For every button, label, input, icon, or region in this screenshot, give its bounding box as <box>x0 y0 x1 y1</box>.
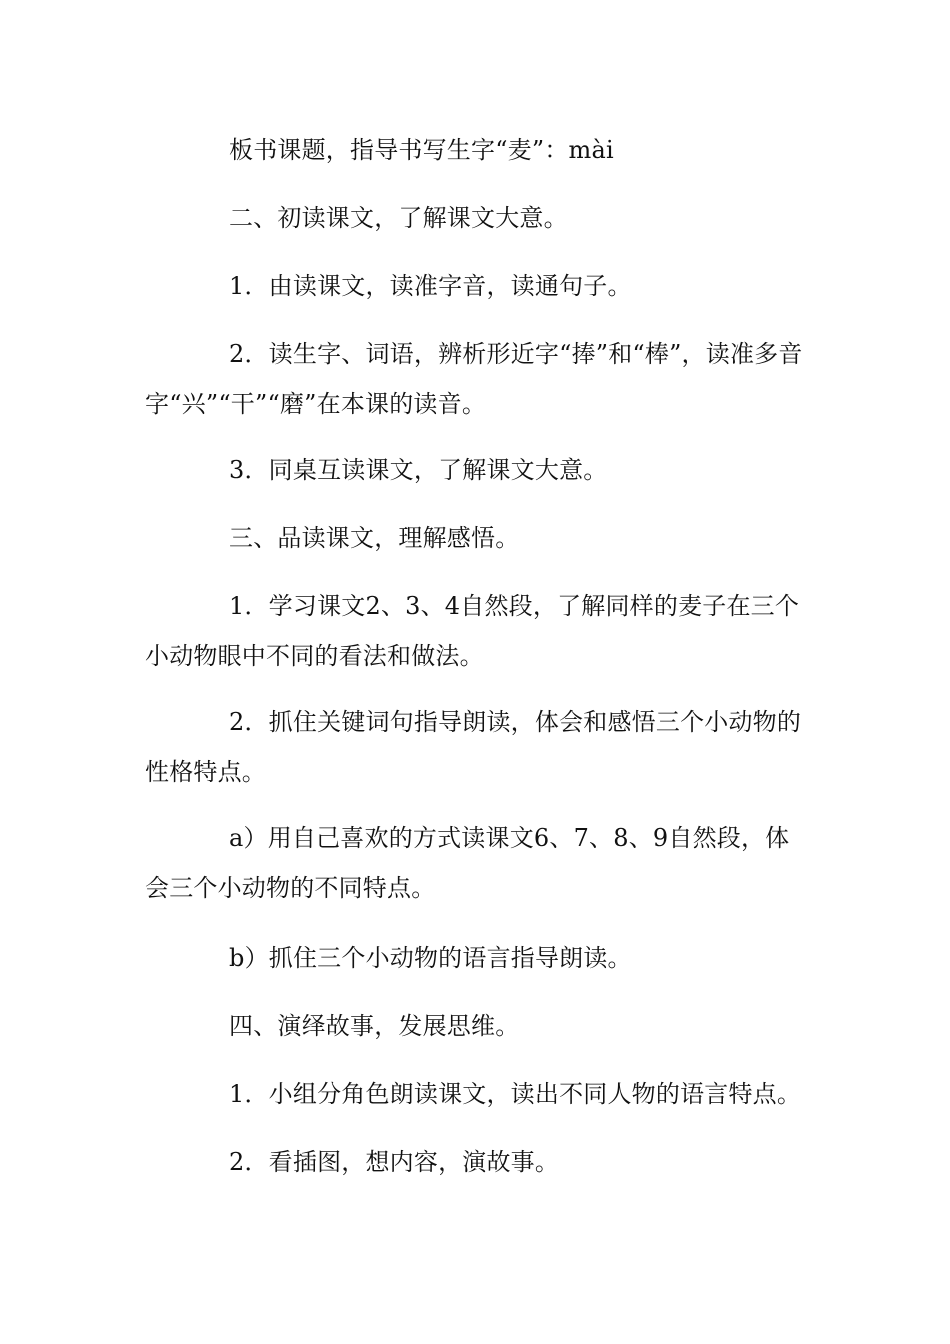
list-item: 2．读生字、词语，辨析形近字“捧”和“棒”，读准多音字“兴”“干”“磨”在本课的读音。 <box>145 340 803 418</box>
list-item: 1．小组分角色朗读课文，读出不同人物的语言特点。 <box>229 1080 802 1108</box>
list-item: a）用自己喜欢的方式读课文6、7、8、9自然段，体会三个小动物的不同特点。 <box>145 824 790 902</box>
section-heading-4: 四、演绎故事，发展思维。 <box>229 1012 520 1040</box>
section-heading-3: 三、品读课文，理解感悟。 <box>229 524 520 552</box>
list-item: 2．抓住关键词句指导朗读，体会和感悟三个小动物的性格特点。 <box>145 708 802 786</box>
list-item: 3．同桌互读课文，了解课文大意。 <box>229 456 608 484</box>
paragraph-title-instruction: 板书课题，指导书写生字“麦”：mài <box>229 136 614 164</box>
list-item: 1．由读课文，读准字音，读通句子。 <box>229 272 632 300</box>
list-item: 1．学习课文2、3、4自然段，了解同样的麦子在三个小动物眼中不同的看法和做法。 <box>145 592 800 670</box>
list-item: b）抓住三个小动物的语言指导朗读。 <box>229 944 632 972</box>
list-item: 2．看插图，想内容，演故事。 <box>229 1148 560 1176</box>
section-heading-2: 二、初读课文，了解课文大意。 <box>229 204 568 232</box>
